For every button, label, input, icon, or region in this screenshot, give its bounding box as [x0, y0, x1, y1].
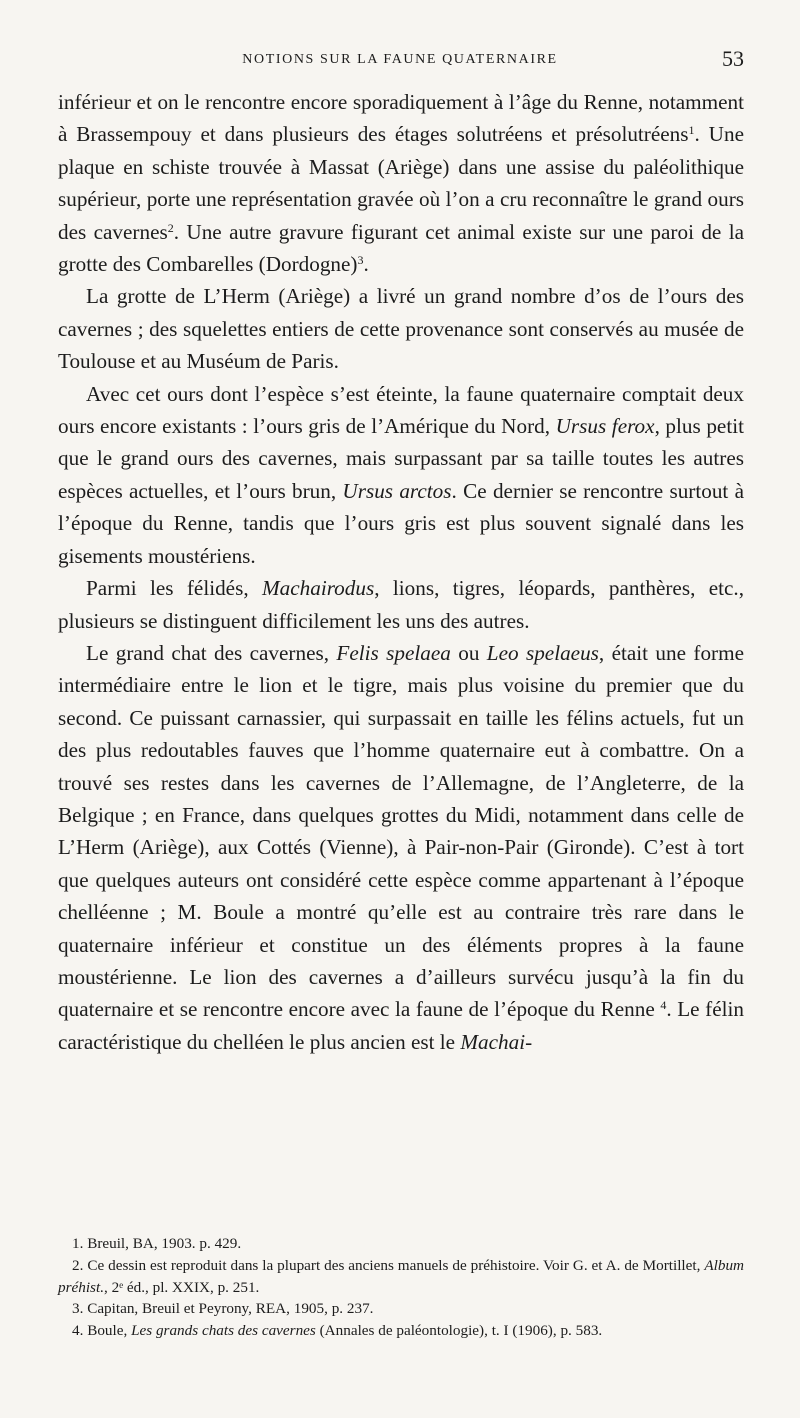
text-span: 2. Ce dessin est reproduit dans la plupart des anciens manuels de préhistoire. Voir G. et A. de Mortillet,: [72, 1256, 701, 1274]
text-span: 4. Boule,: [72, 1322, 128, 1340]
genus-name: Machairodus: [262, 576, 375, 601]
species-name: Ursus ferox: [555, 414, 655, 439]
paragraph-4: [58, 572, 744, 637]
running-head: NOTIONS SUR LA FAUNE QUATERNAIRE: [242, 52, 558, 67]
genus-name: Machai-: [460, 1029, 533, 1054]
footnote-ref-4: 4: [660, 998, 667, 1013]
book-title: Album préhist.: [58, 1256, 745, 1296]
footnote-ref-3: 3: [357, 253, 364, 268]
footnote-2: [58, 1255, 744, 1299]
text-span: , lions, tigres, léopards, panthères, etc., plusieurs se distinguent difficilement les uns des autres.: [58, 576, 745, 633]
text-span: , 2ᵉ éd., pl. XXIX, p. 251.: [104, 1278, 260, 1296]
footnote-1: 1. Breuil, BA, 1903. p. 429.: [72, 1235, 242, 1252]
paragraph-3: [58, 378, 744, 572]
paragraph-2: La grotte de L’Herm (Ariège) a livré un grand nombre d’os de l’ours des cavernes ; des squelettes entiers de cette provenance sont conservés au musée de Toulouse et au Muséum de Paris.: [58, 284, 744, 374]
footnote-4: [58, 1320, 744, 1342]
text-span: Parmi les félidés,: [86, 576, 249, 601]
text-span: (Annales de paléontologie), t. I (1906), p. 583.: [319, 1322, 603, 1340]
species-name: Leo spelaeus: [486, 640, 599, 665]
text-span: . Une plaque en schiste trouvée à Massat (Ariège) dans une assise du paléolithique supérieur, porte une représentation gravée où l’on a cru reconnaître le grand ours des cavernes: [58, 122, 744, 244]
text-span: Le félin caractéristique du chelléen le plus ancien est le: [58, 997, 744, 1054]
text-span: ou: [458, 640, 480, 665]
footnote-ref-2: 2: [167, 220, 174, 235]
book-title: Les grands chats des cavernes: [131, 1322, 316, 1340]
species-name: Felis spelaea: [336, 640, 451, 665]
text-span: .: [666, 997, 672, 1022]
species-name: Ursus arctos: [342, 478, 452, 503]
text-span: .: [363, 252, 369, 277]
text-span: Le grand chat des cavernes,: [86, 640, 330, 665]
footnote-ref-1: 1: [688, 123, 695, 138]
footnotes: [58, 1233, 744, 1342]
text-span: inférieur et on le rencontre encore sporadiquement à l’âge du Renne, notamment à Brassempouy et dans plusieurs des étages solutréens et présolutréens: [58, 90, 744, 147]
text-span: , plus petit que le grand ours des cavernes, mais surpassant par sa taille toutes les autres espèces actuelles, et l’ours brun,: [58, 414, 744, 503]
text-span: , était une forme intermédiaire entre le lion et le tigre, mais plus voisine du premier que du second. Ce puissant carnassier, qui surpassait en taille les félins actuels, fut un des plus redoutables fauves que l’homme quaternaire eut à combattre. On a trouvé ses restes dans les cavernes de l’Allemagne, de l’Angleterre, de la Belgique ; en France, dans quelques grottes du Midi, notamment dans celle de L’Herm (Ariège), aux Cottés (Vienne), à Pair-non-Pair (Gironde). C’est à tort que quelques auteurs ont considéré cette espèce comme appartenant à l’époque chelléenne ; M. Boule a montré qu’elle est au contraire très rare dans le quaternaire inférieur et constitue un des éléments propres à la faune moustérienne. Le lion des cavernes a d’ailleurs survécu jusqu’à la fin du quaternaire et se rencontre encore avec la faune de l’époque du Renne: [58, 640, 744, 1022]
text-span: . Une autre gravure figurant cet animal existe sur une paroi de la grotte des Combarelles (Dordogne): [58, 219, 744, 277]
page-number: 53: [722, 46, 744, 71]
footnote-3: 3. Capitan, Breuil et Peyrony, REA, 1905, p. 237.: [72, 1300, 374, 1318]
text-span: . Ce dernier se rencontre surtout à l’époque du Renne, tandis que l’ours gris est plus souvent signalé dans les gisements moustériens.: [58, 478, 744, 568]
paragraph-5: [58, 637, 744, 1058]
text-span: Avec cet ours dont l’espèce s’est éteinte, la faune quaternaire comptait deux ours encore existants : l’ours gris de l’Amérique du Nord,: [58, 381, 744, 439]
paragraph-1: [58, 86, 744, 280]
body-text: [58, 86, 744, 1058]
